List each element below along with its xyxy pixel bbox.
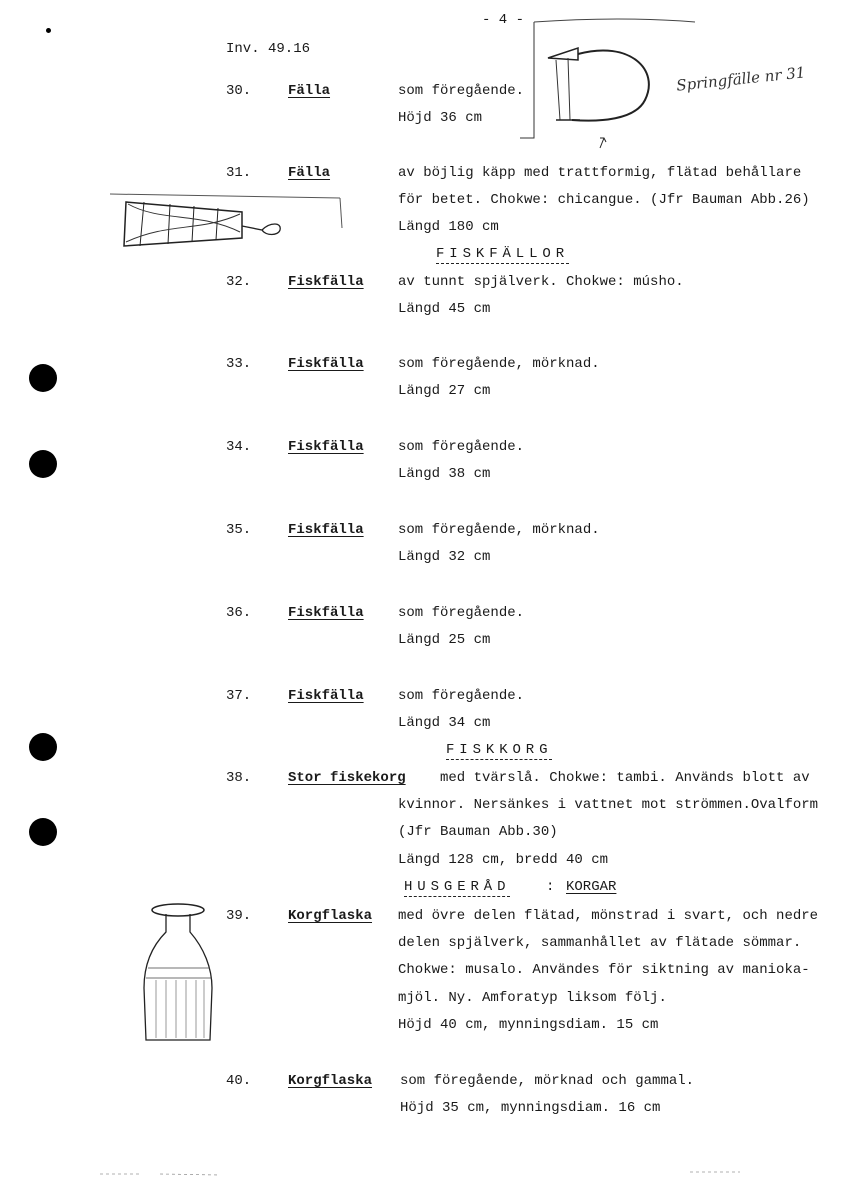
- entry-40-number: 40.: [226, 1073, 252, 1089]
- entry-30-number: 30.: [226, 83, 252, 99]
- entry-32-name: Fiskfälla: [288, 274, 364, 290]
- heading-fiskkorg: FISKKORG: [446, 742, 553, 758]
- entry-35-number: 35.: [226, 522, 252, 538]
- entry-36-line-1: som föregående.: [398, 605, 525, 621]
- entry-33-name: Fiskfälla: [288, 356, 364, 372]
- entry-37-name: Fiskfälla: [288, 688, 364, 704]
- entry-39-name: Korgflaska: [288, 908, 373, 924]
- heading-korgar: KORGAR: [566, 879, 617, 895]
- entry-32-line-2: Längd 45 cm: [398, 301, 491, 317]
- entry-30-line-2: Höjd 36 cm: [398, 110, 483, 126]
- entry-38-line-1: med tvärslå. Chokwe: tambi. Används blott av: [440, 770, 810, 786]
- bottom-scan-marks: [100, 1160, 800, 1180]
- heading-husgerad: HUSGERÅD: [404, 879, 511, 895]
- punch-hole-2: [29, 450, 57, 478]
- entry-38-line-2: kvinnor. Nersänkes i vattnet mot strömmen.Ovalform: [398, 797, 819, 813]
- entry-38-name: Stor fiskekorg: [288, 770, 406, 786]
- entry-31-line-2: för betet. Chokwe: chicangue. (Jfr Bauman Abb.26): [398, 192, 810, 208]
- entry-30-name: Fälla: [288, 83, 331, 99]
- entry-34-number: 34.: [226, 439, 252, 455]
- entry-36-number: 36.: [226, 605, 252, 621]
- entry-35-line-1: som föregående, mörknad.: [398, 522, 600, 538]
- entry-39-line-3: Chokwe: musalo. Användes för siktning av manioka-: [398, 962, 810, 978]
- entry-36-line-2: Längd 25 cm: [398, 632, 491, 648]
- page-number: - 4 -: [482, 12, 525, 28]
- entry-34-name: Fiskfälla: [288, 439, 364, 455]
- entry-39-line-1: med övre delen flätad, mönstrad i svart, och nedre: [398, 908, 819, 924]
- entry-39-number: 39.: [226, 908, 252, 924]
- entry-30-line-1: som föregående.: [398, 83, 525, 99]
- entry-38-line-4: Längd 128 cm, bredd 40 cm: [398, 852, 609, 868]
- entry-38-line-3: (Jfr Bauman Abb.30): [398, 824, 558, 840]
- spring-trap-sketch: [520, 20, 670, 150]
- funnel-trap-sketch: [110, 192, 350, 252]
- heading-fiskfallor: FISKFÄLLOR: [436, 246, 570, 262]
- punch-hole-3: [29, 733, 57, 761]
- entry-39-line-5: Höjd 40 cm, mynningsdiam. 15 cm: [398, 1017, 659, 1033]
- entry-40-name: Korgflaska: [288, 1073, 373, 1089]
- entry-37-line-2: Längd 34 cm: [398, 715, 491, 731]
- entry-37-line-1: som föregående.: [398, 688, 525, 704]
- entry-38-number: 38.: [226, 770, 252, 786]
- entry-31-name: Fälla: [288, 165, 331, 181]
- entry-32-number: 32.: [226, 274, 252, 290]
- entry-31-number: 31.: [226, 165, 252, 181]
- entry-32-line-1: av tunnt spjälverk. Chokwe: músho.: [398, 274, 684, 290]
- punch-hole-4: [29, 818, 57, 846]
- entry-35-line-2: Längd 32 cm: [398, 549, 491, 565]
- entry-31-line-3: Längd 180 cm: [398, 219, 499, 235]
- entry-33-line-1: som föregående, mörknad.: [398, 356, 600, 372]
- entry-33-number: 33.: [226, 356, 252, 372]
- entry-36-name: Fiskfälla: [288, 605, 364, 621]
- entry-33-line-2: Längd 27 cm: [398, 383, 491, 399]
- speck: [46, 28, 51, 33]
- punch-hole-1: [29, 364, 57, 392]
- entry-37-number: 37.: [226, 688, 252, 704]
- entry-40-line-2: Höjd 35 cm, mynningsdiam. 16 cm: [400, 1100, 661, 1116]
- entry-34-line-2: Längd 38 cm: [398, 466, 491, 482]
- handwritten-note: Springfälle nr 31: [675, 63, 807, 95]
- entry-34-line-1: som föregående.: [398, 439, 525, 455]
- basket-bottle-sketch: [136, 898, 226, 1048]
- entry-39-line-4: mjöl. Ny. Amforatyp liksom följ.: [398, 990, 667, 1006]
- heading-separator: :: [546, 879, 555, 895]
- entry-39-line-2: delen spjälverk, sammanhållet av flätade sömmar.: [398, 935, 802, 951]
- inventory-label: Inv. 49.16: [226, 41, 311, 57]
- entry-35-name: Fiskfälla: [288, 522, 364, 538]
- entry-31-line-1: av böjlig käpp med trattformig, flätad behållare: [398, 165, 802, 181]
- entry-40-line-1: som föregående, mörknad och gammal.: [400, 1073, 695, 1089]
